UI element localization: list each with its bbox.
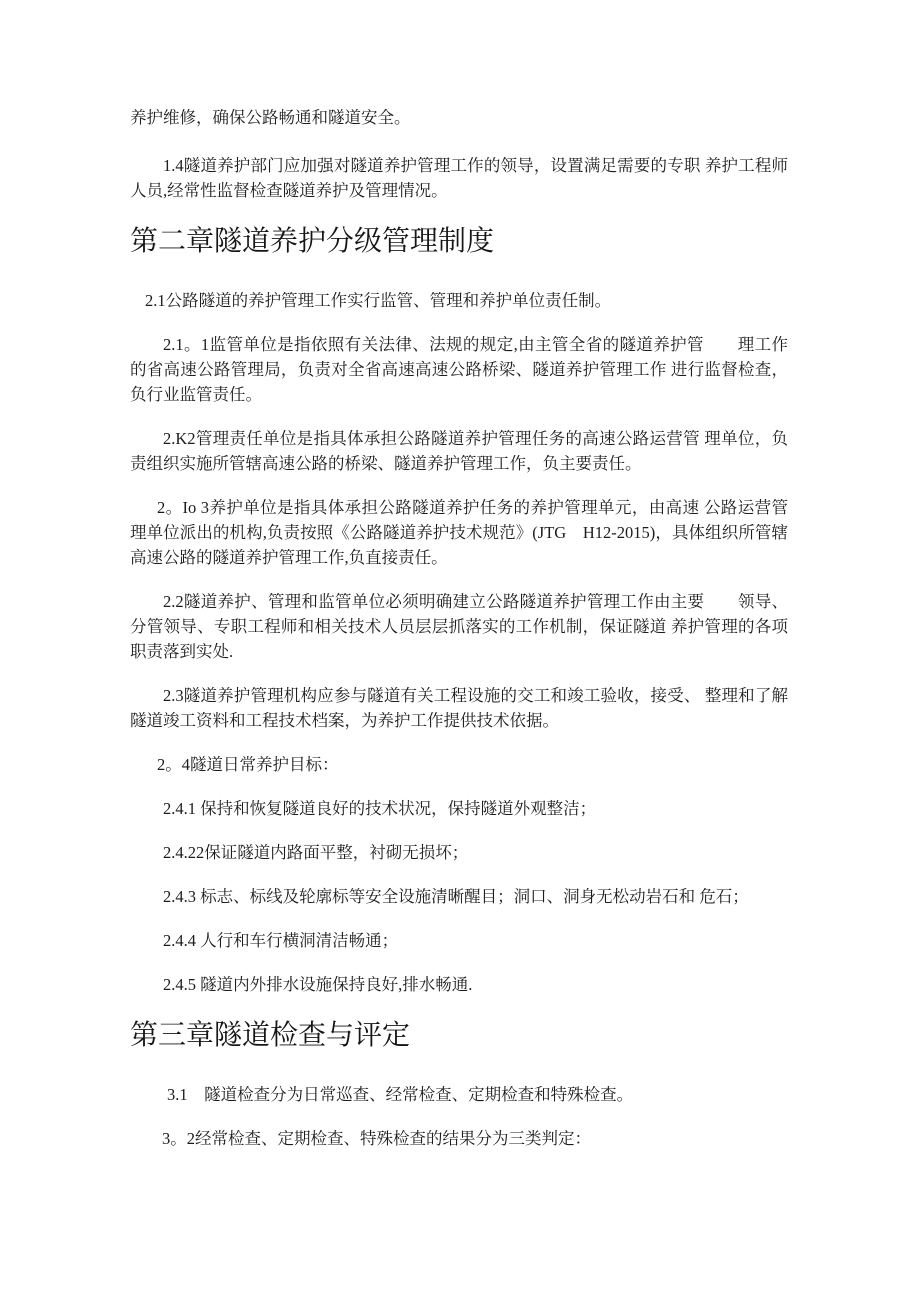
paragraph: 2。4隧道日常养护目标： xyxy=(157,755,339,774)
document-body xyxy=(130,105,788,1151)
chapter-heading: 第三章隧道检查与评定 xyxy=(130,1020,411,1051)
chapter-heading: 第二章隧道养护分级管理制度 xyxy=(130,226,495,257)
paragraph: 2。Io 3养护单位是指具体承担公路隧道养护任务的养护管理单元，由高速 公路运营管理单位派出的机构,负责按照《公路隧道养护技术规范》(JTG H12-2015)，具体组织所管辖高速公路的隧道养护管理工作,负直接责任。 xyxy=(130,498,788,567)
paragraph: 3.1 隧道检查分为日常巡查、经常检查、定期检查和特殊检查。 xyxy=(167,1085,634,1104)
paragraph: 2.4.3 标志、标线及轮廓标等安全设施清晰醒目；洞口、洞身无松动岩石和 危石； xyxy=(163,887,749,906)
paragraph: 2.2隧道养护、管理和监管单位必须明确建立公路隧道养护管理工作由主要 领导、分管领导、专职工程师和相关技术人员层层抓落实的工作机制，保证隧道 养护管理的各项职责落到实处. xyxy=(130,592,788,661)
paragraph: 1.4隧道养护部门应加强对隧道养护管理工作的领导，设置满足需要的专职 养护工程师人员,经常性监督检查隧道养护及管理情况。 xyxy=(130,156,788,200)
paragraph: 2.4.22保证隧道内路面平整，衬砌无损坏； xyxy=(163,843,469,862)
paragraph: 2.1公路隧道的养护管理工作实行监管、管理和养护单位责任制。 xyxy=(145,291,612,310)
paragraph: 2.4.5 隧道内外排水设施保持良好,排水畅通. xyxy=(163,975,473,994)
paragraph: 2.3隧道养护管理机构应参与隧道有关工程设施的交工和竣工验收，接受、 整理和了解隧道竣工资料和工程技术档案，为养护工作提供技术依据。 xyxy=(130,686,788,730)
paragraph: 2.1。1监管单位是指依照有关法律、法规的规定,由主管全省的隧道养护管 理工作的省高速公路管理局，负责对全省高速高速公路桥梁、隧道养护管理工作 进行监督检查，负行业监管责任。 xyxy=(130,335,788,404)
paragraph: 2.4.4 人行和车行横洞清洁畅通； xyxy=(163,931,399,950)
paragraph: 3。2经常检查、定期检查、特殊检查的结果分为三类判定： xyxy=(162,1129,591,1148)
paragraph: 养护维修，确保公路畅通和隧道安全。 xyxy=(130,108,411,127)
paragraph: 2.K2管理责任单位是指具体承担公路隧道养护管理任务的高速公路运营管 理单位，负责组织实施所管辖高速公路的桥梁、隧道养护管理工作，负主要责任。 xyxy=(130,429,788,473)
paragraph: 2.4.1 保持和恢复隧道良好的技术状况，保持隧道外观整洁； xyxy=(163,799,597,818)
